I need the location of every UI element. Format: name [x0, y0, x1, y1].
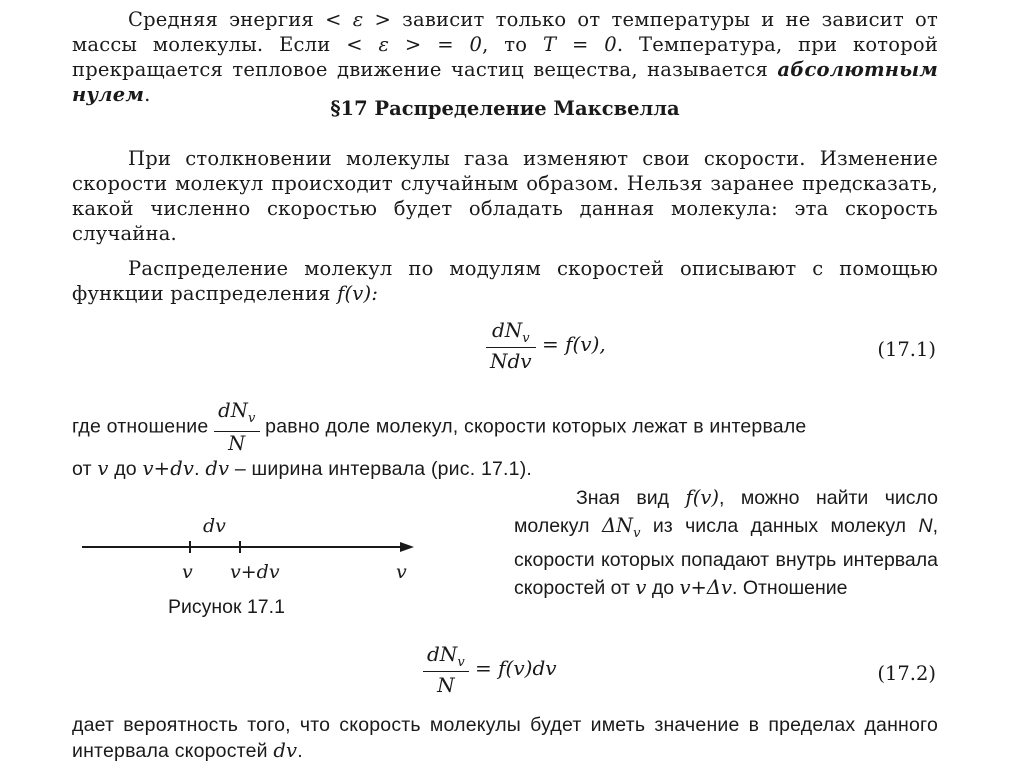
numerator-text: dN — [427, 642, 458, 666]
text-run: , то — [482, 33, 543, 56]
equation-rhs: = f(v)dv — [468, 656, 557, 680]
paragraph-line — [72, 456, 938, 482]
subscript: v — [457, 655, 465, 670]
math-temperature-zero: T = 0 — [542, 33, 617, 56]
math-delta-n — [601, 514, 641, 541]
subscript: v — [522, 331, 530, 346]
text-run: Зная вид — [576, 487, 686, 509]
text-run: Средняя энергия — [128, 8, 326, 31]
text-run: – ширина интервала (рис. 17.1). — [229, 458, 533, 480]
subscript: v — [633, 526, 641, 541]
label-v-plus-dv: v+dv — [230, 561, 280, 583]
paragraph-ratio — [72, 400, 938, 482]
text-run: зависит только от температуры и не зависит от массы молекулы. Если — [72, 8, 938, 56]
math-dv: dv — [205, 457, 230, 480]
text-run: дает вероятность того, что скорость молекулы будет иметь значение в пределах данного интервала скоростей — [72, 714, 938, 762]
equation-body — [423, 642, 557, 697]
fraction-denominator: Ndv — [490, 349, 532, 373]
fraction-numerator — [423, 642, 469, 672]
text-run: где отношение — [72, 415, 215, 438]
equation-number: (17.1) — [877, 338, 936, 361]
axis-arrowhead — [400, 542, 414, 552]
text-run: . — [144, 83, 151, 106]
label-v: v — [182, 561, 193, 583]
text-run: от — [72, 458, 98, 480]
term-absolute-zero: абсолютным нулем — [72, 58, 938, 106]
text-run: , скорости которых попадают внутрь интервала скоростей от — [514, 515, 938, 599]
math-dv: dv — [273, 739, 298, 762]
text-run: . — [194, 458, 206, 480]
fraction-numerator — [214, 400, 260, 432]
fraction-denominator: N — [437, 673, 455, 697]
paragraph-energy — [72, 7, 938, 107]
figure-17-1 — [70, 510, 430, 590]
text-run: Распределение молекул по модулям скоростей описывают с помощью функции распределения — [72, 257, 938, 305]
label-dv: dv — [203, 515, 226, 537]
text-run: . — [297, 740, 303, 762]
label-axis-v: v — [396, 561, 407, 583]
math-v: v — [635, 576, 647, 599]
fraction-numerator — [486, 318, 536, 348]
math-n: N — [918, 515, 933, 537]
paragraph-collisions: При столкновении молекулы газа изменяют свои скорости. Изменение скорости молекул происходит случайным образом. Нельзя заранее предсказать, какой численно скоростью будет обладать данная молекула: эта скорость случайна. — [72, 147, 938, 245]
fraction — [486, 318, 536, 373]
math-v: v — [97, 457, 109, 480]
text-run: до — [646, 577, 680, 599]
equation-body — [486, 318, 606, 373]
paragraph-distribution — [72, 256, 938, 306]
numerator-text: dN — [218, 399, 249, 422]
text-run: . Температура, при которой прекращается тепловое движение частиц вещества, называется — [72, 33, 939, 81]
paragraph-knowing-f — [514, 484, 938, 602]
equation-number: (17.2) — [877, 662, 936, 685]
figure-caption: Рисунок 17.1 — [168, 596, 285, 618]
text-run: , можно найти число молекул — [514, 487, 939, 537]
inline-fraction — [214, 400, 260, 455]
fraction — [423, 642, 469, 697]
math-v-plus-dv: v+dv — [142, 457, 195, 480]
paragraph-body — [514, 484, 938, 602]
math-mean-energy-zero: < ε > = 0 — [346, 33, 483, 56]
section-heading: §17 Распределение Максвелла — [330, 97, 680, 120]
text-run: до — [108, 458, 143, 480]
numerator-text: dN — [491, 318, 523, 342]
math-mean-energy: < ε > — [325, 8, 392, 31]
math-v-plus-delta-v: v+Δv — [679, 576, 732, 599]
text-run: из числа данных молекул — [640, 515, 919, 537]
subscript: v — [248, 411, 256, 426]
math-distribution-function: f(v): — [337, 282, 379, 305]
math-f-of-v: f(v) — [685, 486, 719, 509]
equation-rhs: = f(v), — [535, 332, 606, 356]
text-run: . Отношение — [731, 577, 848, 599]
paragraph-probability — [72, 712, 938, 764]
delta-n-text: ΔN — [601, 514, 634, 537]
fraction-denominator: N — [228, 432, 246, 455]
paragraph-line — [72, 399, 938, 455]
text-run: равно доле молекул, скорости которых лежат в интервале — [259, 415, 807, 438]
